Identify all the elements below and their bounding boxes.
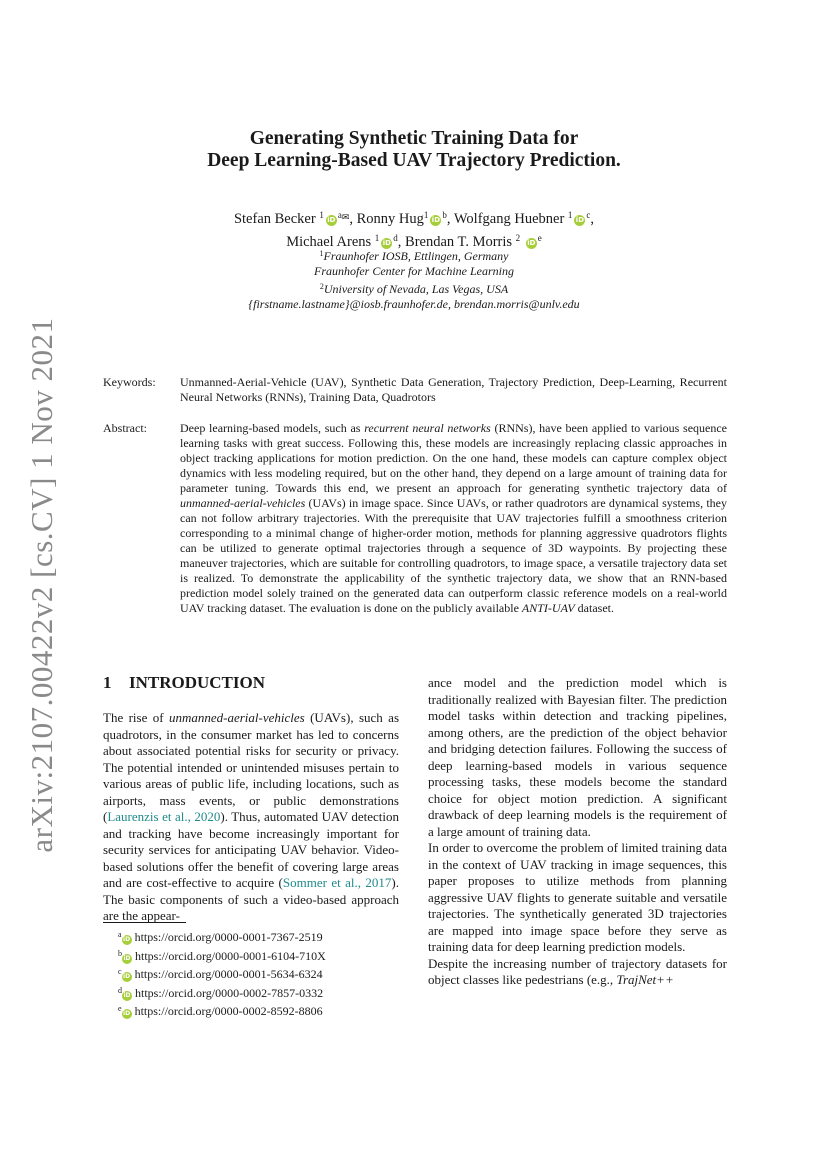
orcid-mark: a (337, 210, 342, 220)
abstract-part: dataset. (574, 601, 614, 615)
abstract-emphasis: recurrent neural networks (364, 421, 491, 435)
intro-paragraph (428, 956, 727, 989)
orcid-icon[interactable]: iD (431, 216, 441, 224)
intro-paragraph (103, 710, 399, 925)
affil-mark: 1 (319, 210, 324, 220)
text-run: The rise of (103, 710, 169, 725)
footnote-divider (103, 922, 186, 923)
abstract-part: (RNNs), have been applied to various sequence learning tasks with great success. Following this, these models are increasingly replacing classic approaches in object tracking applications for motion prediction. On the one hand, these models can capture complex object dynamics with less modeling required, but on the other hand, they depend on a large amount of training data for parameter tuning. Towards this end, we present an approach for generating synthetic trajectory data of (180, 421, 728, 495)
section-number: 1 (103, 673, 112, 692)
orcid-icon: iD (123, 1010, 131, 1017)
text-run: Despite the increasing number of trajectory datasets for object classes like pedestrians (e.g., (428, 955, 727, 987)
title-line-1: Generating Synthetic Training Data for (249, 128, 579, 149)
arxiv-identifier-stamp: arXiv:2107.00422v2 [cs.CV] 1 Nov 2021 (24, 317, 59, 853)
footnote-item (118, 983, 326, 1002)
footnote-mark: b (118, 948, 122, 958)
author-emails: {firstname.lastname}@iosb.fraunhofer.de, brendan.morris@unlv.edu (248, 297, 580, 311)
orcid-icon[interactable]: iD (327, 216, 336, 224)
affiliation-1 (100, 246, 728, 264)
author-name: Brendan T. Morris (405, 234, 513, 250)
affil-number: 1 (319, 249, 324, 258)
affiliation-2 (100, 279, 728, 297)
text-run: (UAVs), such as quadrotors, in the consumer market has led to concerns about associated potential risks for security or privacy. The potential intended or unintended misuses pertain to various areas of public life, including locations, such as airports, mass events, or public demonstrations ( (103, 710, 399, 824)
affil-number: 2 (319, 282, 324, 291)
paper-title (100, 128, 728, 172)
affil-mark: 1 (374, 233, 380, 243)
footnote-mark: c (118, 967, 122, 976)
affiliations (100, 246, 728, 312)
orcid-icon[interactable]: iD (575, 216, 585, 224)
orcid-link[interactable]: https://orcid.org/0000-0001-5634-6324 (134, 967, 323, 981)
text-emphasis: unmanned-aerial-vehicles (168, 710, 305, 725)
author-name: Ronny Hug (356, 211, 424, 227)
intro-left-column (103, 710, 399, 925)
abstract-text (180, 421, 727, 616)
author-line-1: Stefan Becker $^1$ iD $^{a✉}$, Ronny Hug$^1$ iD $^b$, Wolfgang Huebner $^1$ iD $^c$, (233, 210, 595, 227)
affiliation-1b: Fraunhofer Center for Machine Learning (314, 264, 514, 278)
title-line-2: Deep Learning-Based UAV Trajectory Prediction. (207, 150, 621, 171)
affil-mark: 2 (515, 233, 521, 243)
citation-link[interactable]: Sommer et al., 2017 (282, 875, 392, 890)
orcid-icon[interactable]: iD (527, 239, 536, 247)
footnote-item (118, 1001, 326, 1020)
orcid-icon[interactable]: iD (382, 239, 391, 247)
orcid-link[interactable]: https://orcid.org/0000-0001-6104-710X (135, 948, 326, 963)
abstract-part: (UAVs) in image space. Since UAVs, or rather quadrotors are dynamical systems, they can not follow arbitrary trajectories. With the prerequisite that UAV trajectories fulfill a smoothness criterion corresponding to a minimal change of higher-order motion, methods for planning aggressive quadrotors flights can be utilized to generate optimal trajectories through a sequence of 3D waypoints. By projecting these maneuver trajectories, which are suitable for controlling quadrotors, to image space, a versatile trajectory data set is realized. To demonstrate the applicability of the synthetic trajectory data, we show that an RNN-based prediction model solely trained on the generated data can outperform classic reference models on a real-world UAV tracking dataset. The evaluation is done on the publicly available (180, 496, 727, 615)
intro-right-column (428, 675, 727, 989)
orcid-mark: b (442, 210, 447, 220)
orcid-mark: c (586, 210, 591, 220)
affil-mark: 1 (423, 210, 429, 220)
email-icon: ✉ (341, 213, 350, 223)
orcid-icon: iD (123, 991, 131, 999)
author-name: Michael Arens (286, 234, 372, 250)
orcid-icon: iD (123, 973, 131, 980)
intro-paragraph: In order to overcome the problem of limited training data in the context of UAV tracking in image sequences, this paper proposes to utilize methods from planning aggressive UAV flights to generate suitable and versatile trajectories. The synthetically generated 3D trajectories are mapped into image space before they serve as training data for deep learning prediction models. (428, 840, 727, 954)
abstract-part: Deep learning-based models, such as (180, 421, 365, 435)
abstract-label: Abstract: (103, 421, 147, 435)
text-run: ). Thus, automated UAV detection and tracking have become increasingly important for security services for anticipating UAV behavior. Video-based solutions offer the benefit of covering large areas and are cost-effective to acquire ( (103, 809, 399, 890)
intro-paragraph: ance model and the prediction model which is traditionally realized with Bayesian filter. The prediction model tasks within detection and tracking pipelines, among others, are the prediction of the object behavior and bridging detection failures. Following the success of deep learning-based models in various sequence processing tasks, these models become the standard choice for object motion prediction. A significant drawback of deep learning models is the requirement of a large amount of training data. (428, 675, 727, 839)
orcid-link[interactable]: https://orcid.org/0000-0001-7367-2519 (134, 930, 323, 944)
text-run: ). The basic components of such a video-based approach are the appear- (103, 875, 399, 923)
orcid-icon: iD (123, 936, 131, 943)
affil-mark: 1 (567, 210, 573, 220)
orcid-link[interactable]: https://orcid.org/0000-0002-8592-8806 (134, 1004, 323, 1018)
affil-text: Fraunhofer IOSB, Ettlingen, Germany (323, 249, 509, 263)
footnote-mark: e (118, 1004, 122, 1013)
text-emphasis: TrajNet++ (616, 972, 674, 987)
footnote-item (118, 964, 326, 983)
footnote-mark: d (118, 985, 122, 995)
keywords-label: Keywords: (103, 375, 156, 389)
orcid-link[interactable]: https://orcid.org/0000-0002-7857-0332 (135, 985, 324, 1000)
orcid-icon: iD (123, 954, 131, 962)
footnotes (118, 927, 326, 1020)
abstract-emphasis: unmanned-aerial-vehicles (180, 496, 306, 510)
orcid-mark: e (537, 233, 542, 243)
affil-text: University of Nevada, Las Vegas, USA (323, 282, 509, 296)
footnote-item (118, 946, 326, 965)
author-name: Wolfgang Huebner (453, 211, 565, 227)
footnote-mark: a (118, 930, 122, 939)
author-line-2: Michael Arens $^1$ iD $^d$, Brendan T. Morris $^2$ iD $^e$ (286, 233, 542, 250)
section-title: INTRODUCTION (129, 673, 266, 692)
author-name: Stefan Becker (233, 211, 316, 227)
section-heading (103, 673, 265, 693)
abstract-emphasis: ANTI-UAV (521, 601, 575, 615)
citation-link[interactable]: Laurenzis et al., 2020 (107, 809, 221, 824)
keywords-text: Unmanned-Aerial-Vehicle (UAV), Synthetic Data Generation, Trajectory Prediction, Deep-Learning, Recurrent Neural Networks (RNNs), Training Data, Quadrotors (180, 375, 727, 404)
orcid-mark: d (393, 233, 398, 243)
footnote-item (118, 927, 326, 946)
